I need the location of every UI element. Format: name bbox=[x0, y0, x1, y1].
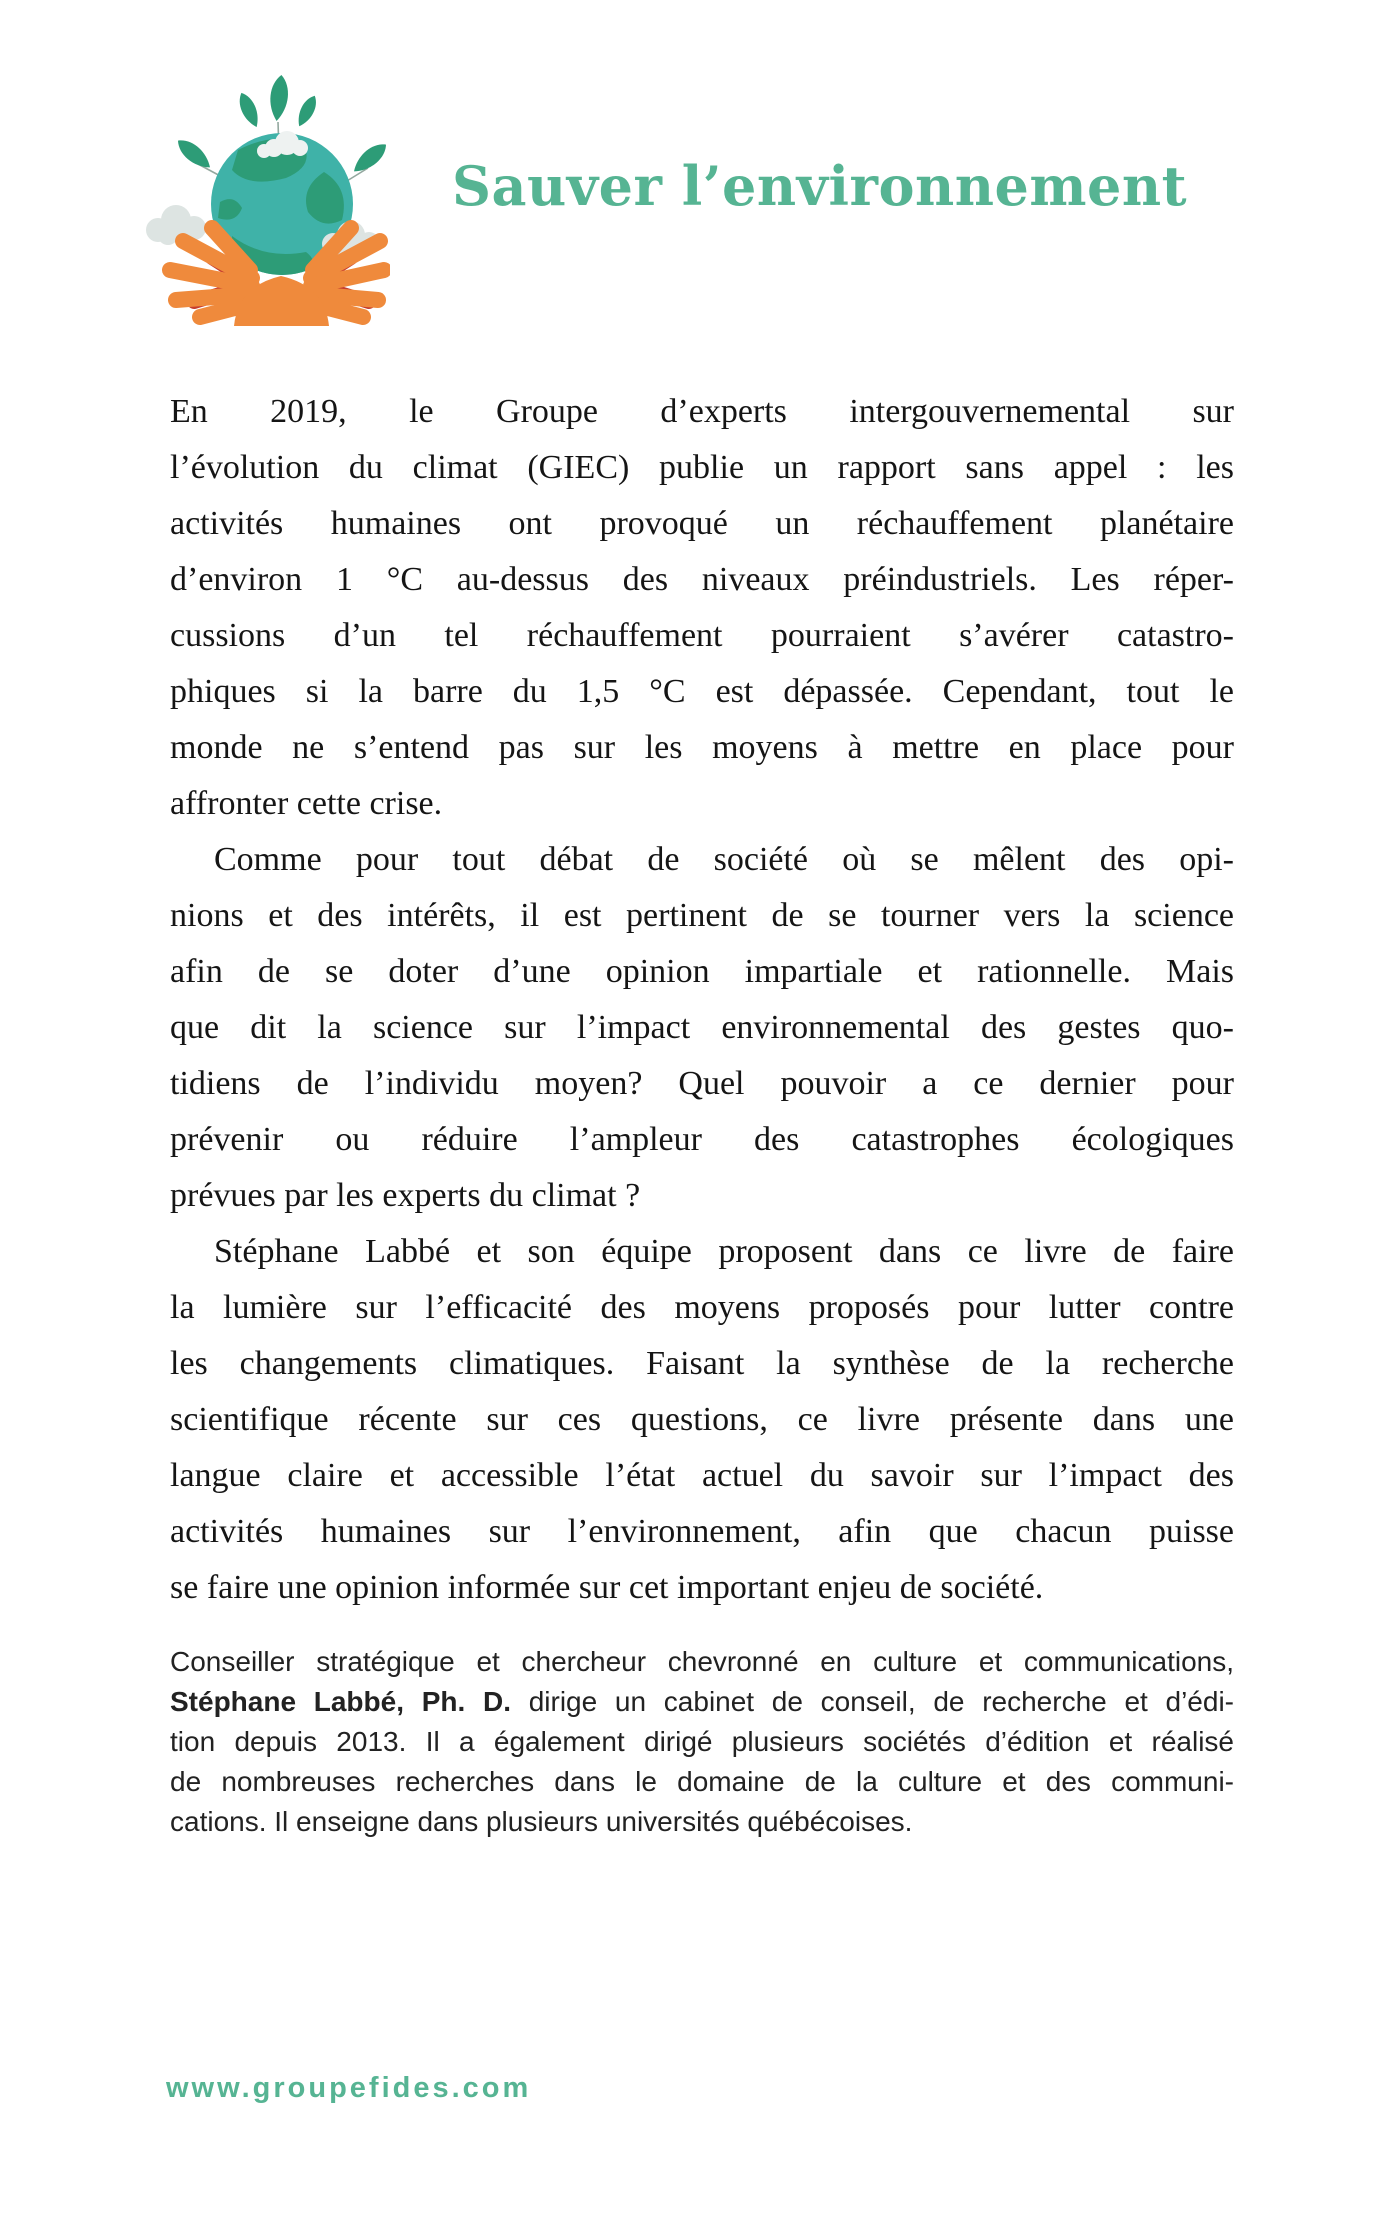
globe-in-hands-illustration bbox=[128, 54, 390, 326]
bio-line: cations. Il enseigne dans plusieurs universités québécoises. bbox=[170, 1806, 913, 1837]
bio-line: de nombreuses recherches dans le domaine de la culture et des communi- bbox=[170, 1766, 1234, 1797]
author-name: Stéphane Labbé, Ph. D. bbox=[170, 1686, 511, 1717]
synopsis-line: En 2019, le Groupe d’experts intergouvernemental sur bbox=[170, 393, 1234, 430]
synopsis-text bbox=[170, 384, 1234, 1616]
synopsis-line: que dit la science sur l’impact environnemental des gestes quo- bbox=[170, 1009, 1234, 1046]
synopsis-line: cussions d’un tel réchauffement pourraient s’avérer catastro- bbox=[170, 617, 1234, 654]
synopsis-line: les changements climatiques. Faisant la synthèse de la recherche bbox=[170, 1345, 1234, 1382]
synopsis-line: phiques si la barre du 1,5 °C est dépassée. Cependant, tout le bbox=[170, 673, 1234, 710]
synopsis-line: monde ne s’entend pas sur les moyens à mettre en place pour bbox=[170, 729, 1234, 766]
synopsis-line: Stéphane Labbé et son équipe proposent dans ce livre de faire bbox=[214, 1233, 1234, 1270]
synopsis-line: scientifique récente sur ces questions, ce livre présente dans une bbox=[170, 1401, 1234, 1438]
synopsis-line: la lumière sur l’efficacité des moyens proposés pour lutter contre bbox=[170, 1289, 1234, 1326]
synopsis-line: prévenir ou réduire l’ampleur des catastrophes écologiques bbox=[170, 1121, 1234, 1158]
page-title: Sauver l’environnement bbox=[452, 154, 1188, 218]
synopsis-line: affronter cette crise. bbox=[170, 785, 443, 822]
synopsis-line: se faire une opinion informée sur cet important enjeu de société. bbox=[170, 1569, 1044, 1606]
synopsis-line: nions et des intérêts, il est pertinent de se tourner vers la science bbox=[170, 897, 1234, 934]
synopsis-line: Comme pour tout débat de société où se mêlent des opi- bbox=[214, 841, 1234, 878]
synopsis-line: l’évolution du climat (GIEC) publie un rapport sans appel : les bbox=[170, 449, 1234, 486]
synopsis-line: activités humaines ont provoqué un réchauffement planétaire bbox=[170, 505, 1234, 542]
bio-line: tion depuis 2013. Il a également dirigé plusieurs sociétés d’édition et réalisé bbox=[170, 1726, 1234, 1757]
publisher-website-link[interactable]: www.groupefides.com bbox=[166, 2072, 532, 2104]
synopsis-line: afin de se doter d’une opinion impartiale et rationnelle. Mais bbox=[170, 953, 1234, 990]
synopsis-line: tidiens de l’individu moyen? Quel pouvoir a ce dernier pour bbox=[170, 1065, 1234, 1102]
globe-in-hands-icon bbox=[128, 54, 390, 326]
synopsis-line: d’environ 1 °C au-dessus des niveaux préindustriels. Les réper- bbox=[170, 561, 1234, 598]
synopsis-line: prévues par les experts du climat ? bbox=[170, 1177, 641, 1214]
bio-line: Stéphane Labbé, Ph. D. dirige un cabinet de conseil, de recherche et d’édi- bbox=[170, 1686, 1234, 1717]
synopsis-line: activités humaines sur l’environnement, afin que chacun puisse bbox=[170, 1513, 1234, 1550]
bio-line: Conseiller stratégique et chercheur chevronné en culture et communications, bbox=[170, 1646, 1234, 1677]
synopsis-line: langue claire et accessible l’état actuel du savoir sur l’impact des bbox=[170, 1457, 1234, 1494]
author-bio bbox=[170, 1642, 1234, 1842]
